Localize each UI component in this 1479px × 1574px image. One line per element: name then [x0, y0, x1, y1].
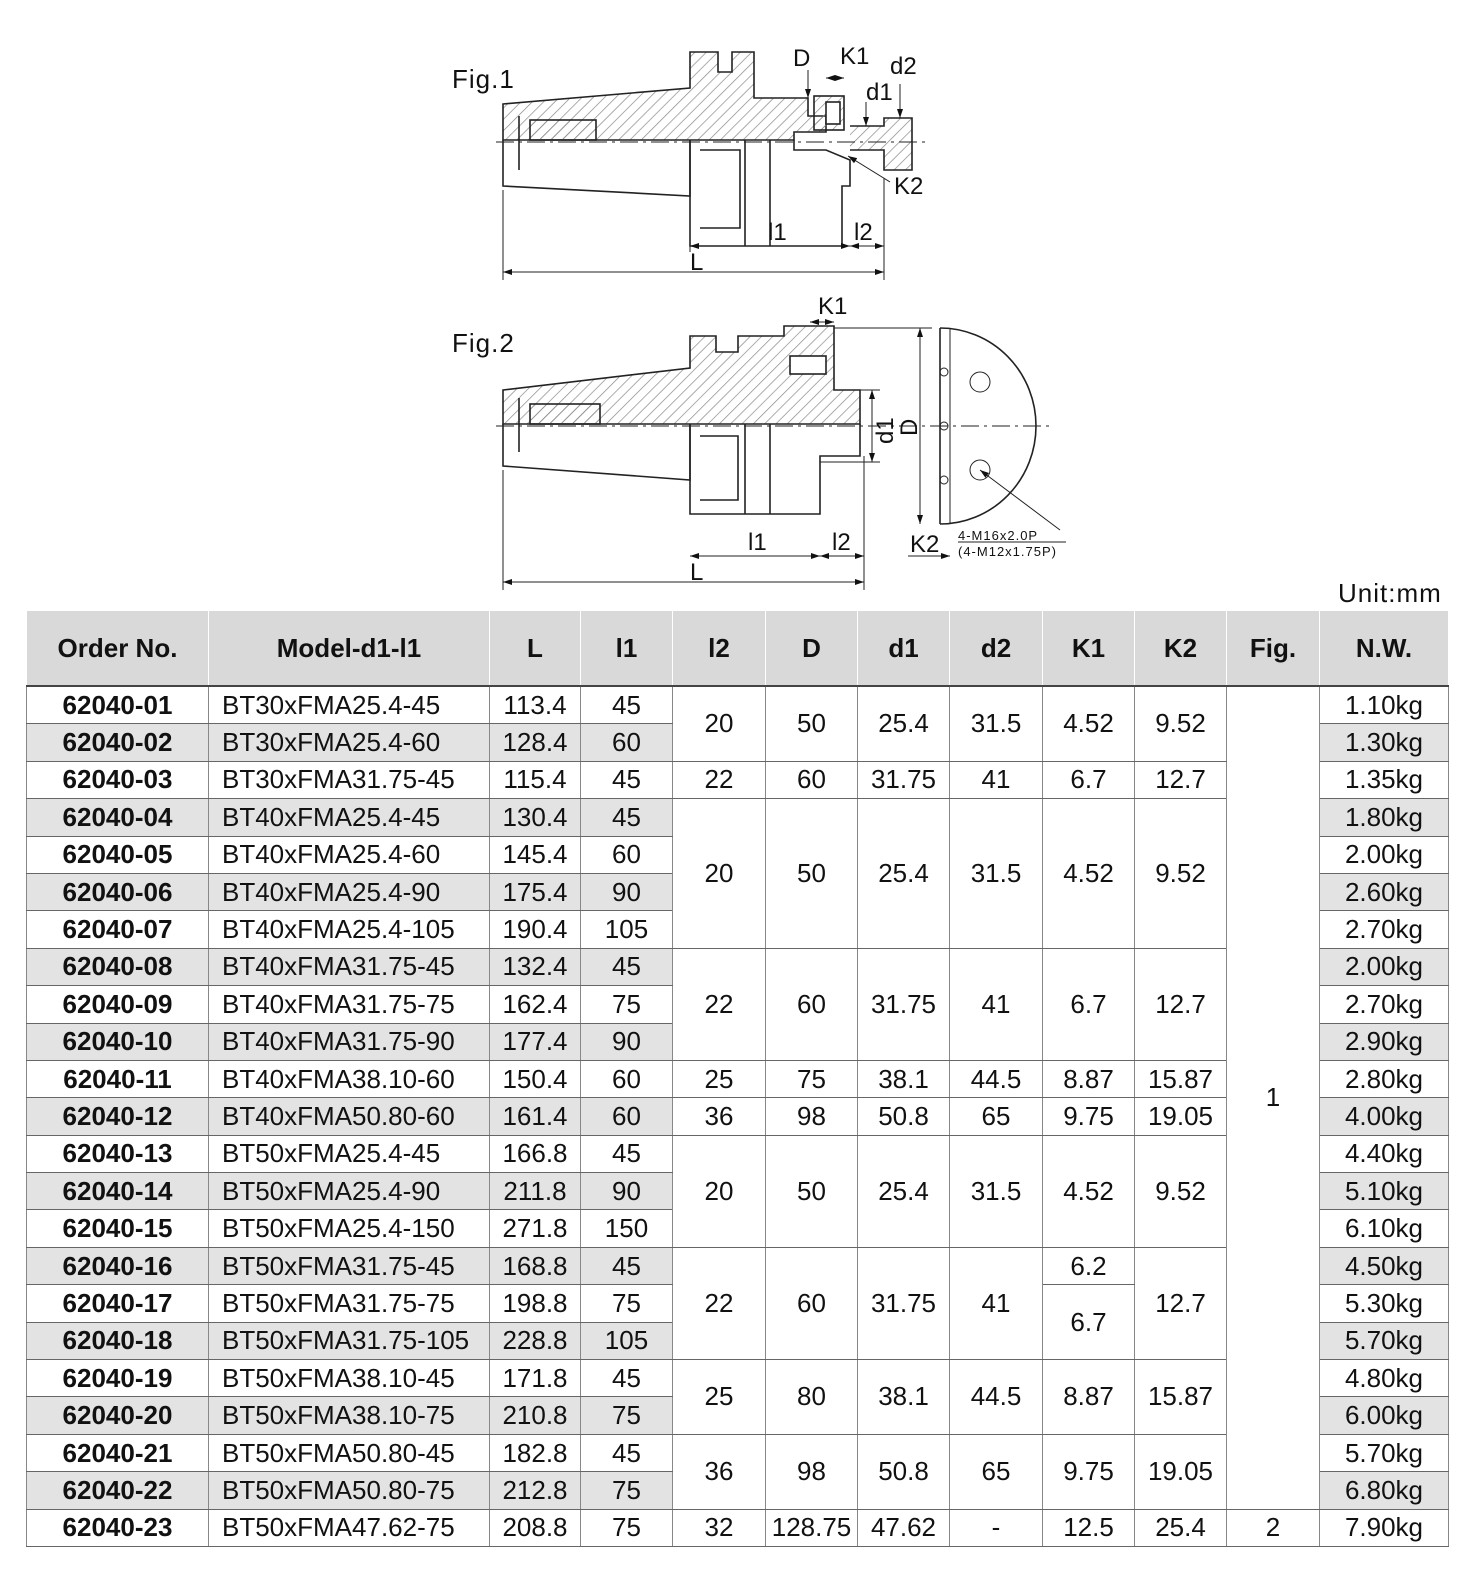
table-row	[27, 686, 1449, 724]
value-D: 60	[766, 948, 858, 1060]
value-nw: 2.80kg	[1320, 1060, 1449, 1097]
fig2-thread-note-1: 4-M16x2.0P	[958, 528, 1039, 543]
value-K2: 9.52	[1135, 686, 1227, 761]
value-L: 128.4	[490, 724, 581, 761]
value-d1: 38.1	[858, 1060, 950, 1097]
value-l1: 60	[581, 724, 673, 761]
value-l2: 36	[673, 1098, 766, 1135]
value-l1: 45	[581, 1135, 673, 1172]
fig2-dim-l1: l1	[748, 529, 767, 556]
value-d2: 31.5	[950, 799, 1043, 949]
header-L: L	[490, 611, 581, 686]
model: BT40xFMA25.4-60	[209, 836, 490, 873]
value-nw: 5.70kg	[1320, 1434, 1449, 1471]
value-d2: 44.5	[950, 1360, 1043, 1435]
value-K1: 4.52	[1043, 1135, 1135, 1247]
order-no: 62040-21	[27, 1434, 209, 1471]
model: BT40xFMA31.75-45	[209, 948, 490, 985]
header-fig: Fig.	[1227, 611, 1320, 686]
value-l1: 60	[581, 1098, 673, 1135]
value-nw: 2.70kg	[1320, 911, 1449, 948]
value-d2: 41	[950, 761, 1043, 798]
header-l2: l2	[673, 611, 766, 686]
model: BT40xFMA31.75-90	[209, 1023, 490, 1060]
value-D: 60	[766, 1247, 858, 1359]
order-no: 62040-06	[27, 873, 209, 910]
value-L: 190.4	[490, 911, 581, 948]
value-l2: 20	[673, 686, 766, 761]
order-no: 62040-02	[27, 724, 209, 761]
value-D: 128.75	[766, 1509, 858, 1546]
model: BT40xFMA25.4-90	[209, 873, 490, 910]
value-d1: 31.75	[858, 761, 950, 798]
value-D: 50	[766, 686, 858, 761]
value-D: 75	[766, 1060, 858, 1097]
value-L: 177.4	[490, 1023, 581, 1060]
value-l1: 60	[581, 1060, 673, 1097]
value-L: 175.4	[490, 873, 581, 910]
value-K2: 9.52	[1135, 1135, 1227, 1247]
value-nw: 1.80kg	[1320, 799, 1449, 836]
value-L: 212.8	[490, 1472, 581, 1509]
model: BT30xFMA25.4-45	[209, 686, 490, 724]
value-nw: 2.70kg	[1320, 986, 1449, 1023]
value-nw: 4.00kg	[1320, 1098, 1449, 1135]
order-no: 62040-04	[27, 799, 209, 836]
fig2-label: Fig.2	[452, 328, 515, 358]
value-nw: 4.80kg	[1320, 1360, 1449, 1397]
value-l2: 20	[673, 1135, 766, 1247]
value-nw: 4.40kg	[1320, 1135, 1449, 1172]
value-K1: 12.5	[1043, 1509, 1135, 1546]
value-l1: 45	[581, 799, 673, 836]
order-no: 62040-23	[27, 1509, 209, 1546]
fig1-dim-K2: K2	[894, 173, 924, 200]
value-K1: 9.75	[1043, 1098, 1135, 1135]
header-l1: l1	[581, 611, 673, 686]
fig2-dim-l2: l2	[832, 529, 851, 556]
value-nw: 5.30kg	[1320, 1285, 1449, 1322]
value-l1: 90	[581, 1023, 673, 1060]
value-L: 271.8	[490, 1210, 581, 1247]
value-K2: 9.52	[1135, 799, 1227, 949]
unit-label: Unit:mm	[1338, 578, 1442, 608]
order-no: 62040-14	[27, 1173, 209, 1210]
value-nw: 2.00kg	[1320, 836, 1449, 873]
value-L: 130.4	[490, 799, 581, 836]
fig1-dim-l1: l1	[768, 219, 787, 246]
value-D: 98	[766, 1098, 858, 1135]
fig1-dim-l2: l2	[854, 219, 873, 246]
order-no: 62040-09	[27, 986, 209, 1023]
value-l1: 75	[581, 1285, 673, 1322]
order-no: 62040-05	[27, 836, 209, 873]
model: BT50xFMA31.75-75	[209, 1285, 490, 1322]
value-K1: 6.7	[1043, 761, 1135, 798]
order-no: 62040-19	[27, 1360, 209, 1397]
value-l2: 36	[673, 1434, 766, 1509]
value-d1: 31.75	[858, 948, 950, 1060]
value-nw: 2.60kg	[1320, 873, 1449, 910]
value-d2: 65	[950, 1098, 1043, 1135]
drawing-svg	[0, 0, 1479, 600]
model: BT40xFMA25.4-105	[209, 911, 490, 948]
order-no: 62040-20	[27, 1397, 209, 1434]
value-d2: 31.5	[950, 686, 1043, 761]
value-l1: 60	[581, 836, 673, 873]
value-d1: 50.8	[858, 1098, 950, 1135]
model: BT50xFMA25.4-90	[209, 1173, 490, 1210]
value-L: 113.4	[490, 686, 581, 724]
header-model: Model-d1-l1	[209, 611, 490, 686]
order-no: 62040-17	[27, 1285, 209, 1322]
value-l2: 22	[673, 1247, 766, 1359]
value-L: 210.8	[490, 1397, 581, 1434]
model: BT40xFMA31.75-75	[209, 986, 490, 1023]
value-l2: 22	[673, 948, 766, 1060]
fig1-dim-D: D	[793, 45, 811, 72]
value-nw: 1.30kg	[1320, 724, 1449, 761]
fig2-dim-L: L	[690, 559, 704, 586]
value-d2: 31.5	[950, 1135, 1043, 1247]
model: BT50xFMA31.75-105	[209, 1322, 490, 1359]
value-fig: 2	[1227, 1509, 1320, 1546]
order-no: 62040-10	[27, 1023, 209, 1060]
value-D: 98	[766, 1434, 858, 1509]
fig1-dim-K1: K1	[840, 43, 870, 70]
model: BT40xFMA25.4-45	[209, 799, 490, 836]
value-K2: 12.7	[1135, 1247, 1227, 1359]
fig2-dim-d1: d1	[872, 417, 899, 444]
value-l1: 150	[581, 1210, 673, 1247]
value-nw: 6.00kg	[1320, 1397, 1449, 1434]
value-nw: 1.10kg	[1320, 686, 1449, 724]
value-l1: 45	[581, 1360, 673, 1397]
value-D: 50	[766, 799, 858, 949]
value-L: 145.4	[490, 836, 581, 873]
value-L: 228.8	[490, 1322, 581, 1359]
value-K2: 12.7	[1135, 948, 1227, 1060]
order-no: 62040-16	[27, 1247, 209, 1284]
value-l1: 90	[581, 1173, 673, 1210]
model: BT50xFMA38.10-75	[209, 1397, 490, 1434]
value-L: 168.8	[490, 1247, 581, 1284]
value-d1: 31.75	[858, 1247, 950, 1359]
fig1-dim-L: L	[690, 249, 704, 276]
value-K1: 9.75	[1043, 1434, 1135, 1509]
header-K2: K2	[1135, 611, 1227, 686]
value-L: 161.4	[490, 1098, 581, 1135]
value-nw: 1.35kg	[1320, 761, 1449, 798]
value-l1: 45	[581, 686, 673, 724]
model: BT40xFMA38.10-60	[209, 1060, 490, 1097]
value-d2: 65	[950, 1434, 1043, 1509]
value-l1: 45	[581, 1434, 673, 1471]
value-d1: 38.1	[858, 1360, 950, 1435]
value-K1: 6.7	[1043, 948, 1135, 1060]
value-l1: 75	[581, 1509, 673, 1546]
value-K2: 12.7	[1135, 761, 1227, 798]
value-d2: 41	[950, 1247, 1043, 1359]
value-L: 171.8	[490, 1360, 581, 1397]
value-K2: 15.87	[1135, 1060, 1227, 1097]
value-nw: 7.90kg	[1320, 1509, 1449, 1546]
value-d1: 25.4	[858, 686, 950, 761]
value-d2: 44.5	[950, 1060, 1043, 1097]
value-K1: 6.7	[1043, 1285, 1135, 1360]
value-L: 208.8	[490, 1509, 581, 1546]
order-no: 62040-07	[27, 911, 209, 948]
value-K2: 19.05	[1135, 1434, 1227, 1509]
header-d1: d1	[858, 611, 950, 686]
model: BT40xFMA50.80-60	[209, 1098, 490, 1135]
value-l1: 90	[581, 873, 673, 910]
model: BT50xFMA25.4-150	[209, 1210, 490, 1247]
value-L: 182.8	[490, 1434, 581, 1471]
value-D: 60	[766, 761, 858, 798]
value-L: 115.4	[490, 761, 581, 798]
value-l2: 25	[673, 1360, 766, 1435]
order-no: 62040-13	[27, 1135, 209, 1172]
value-K2: 19.05	[1135, 1098, 1227, 1135]
value-l2: 22	[673, 761, 766, 798]
value-K2: 15.87	[1135, 1360, 1227, 1435]
value-L: 150.4	[490, 1060, 581, 1097]
header-nw: N.W.	[1320, 611, 1449, 686]
header-d2: d2	[950, 611, 1043, 686]
value-nw: 2.90kg	[1320, 1023, 1449, 1060]
value-d1: 50.8	[858, 1434, 950, 1509]
fig2-dim-K1: K1	[818, 293, 848, 320]
value-l1: 45	[581, 761, 673, 798]
value-L: 166.8	[490, 1135, 581, 1172]
value-l1: 45	[581, 1247, 673, 1284]
table-row	[27, 1509, 1449, 1546]
value-nw: 5.70kg	[1320, 1322, 1449, 1359]
value-d1: 25.4	[858, 1135, 950, 1247]
value-l2: 20	[673, 799, 766, 949]
value-l1: 105	[581, 1322, 673, 1359]
value-D: 80	[766, 1360, 858, 1435]
value-l1: 45	[581, 948, 673, 985]
fig2-dim-K2: K2	[910, 531, 940, 558]
table-header-row	[27, 611, 1449, 686]
order-no: 62040-11	[27, 1060, 209, 1097]
value-l1: 105	[581, 911, 673, 948]
fig1-label: Fig.1	[452, 64, 515, 94]
model: BT50xFMA31.75-45	[209, 1247, 490, 1284]
order-no: 62040-15	[27, 1210, 209, 1247]
header-K1: K1	[1043, 611, 1135, 686]
value-L: 198.8	[490, 1285, 581, 1322]
fig1-dim-d1: d1	[866, 79, 893, 106]
value-l2: 25	[673, 1060, 766, 1097]
value-l1: 75	[581, 1397, 673, 1434]
fig1-dim-d2: d2	[890, 53, 917, 80]
value-K1: 4.52	[1043, 799, 1135, 949]
fig2-thread-note-2: (4-M12x1.75P)	[958, 544, 1057, 559]
technical-drawings	[0, 0, 1479, 600]
value-l1: 75	[581, 986, 673, 1023]
value-K1: 4.52	[1043, 686, 1135, 761]
value-K2: 25.4	[1135, 1509, 1227, 1546]
value-L: 132.4	[490, 948, 581, 985]
value-K1: 8.87	[1043, 1060, 1135, 1097]
value-D: 50	[766, 1135, 858, 1247]
model: BT50xFMA50.80-75	[209, 1472, 490, 1509]
model: BT30xFMA31.75-45	[209, 761, 490, 798]
order-no: 62040-01	[27, 686, 209, 724]
value-L: 162.4	[490, 986, 581, 1023]
model: BT50xFMA25.4-45	[209, 1135, 490, 1172]
value-d2: 41	[950, 948, 1043, 1060]
header-order-no: Order No.	[27, 611, 209, 686]
value-nw: 4.50kg	[1320, 1247, 1449, 1284]
value-nw: 2.00kg	[1320, 948, 1449, 985]
model: BT50xFMA38.10-45	[209, 1360, 490, 1397]
value-d1: 25.4	[858, 799, 950, 949]
value-K1: 6.2	[1043, 1247, 1135, 1284]
value-l1: 75	[581, 1472, 673, 1509]
order-no: 62040-12	[27, 1098, 209, 1135]
model: BT50xFMA47.62-75	[209, 1509, 490, 1546]
model: BT50xFMA50.80-45	[209, 1434, 490, 1471]
value-d1: 47.62	[858, 1509, 950, 1546]
header-D: D	[766, 611, 858, 686]
order-no: 62040-18	[27, 1322, 209, 1359]
value-nw: 5.10kg	[1320, 1173, 1449, 1210]
value-nw: 6.10kg	[1320, 1210, 1449, 1247]
fig2-dim-D: D	[896, 418, 923, 436]
model: BT30xFMA25.4-60	[209, 724, 490, 761]
value-l2: 32	[673, 1509, 766, 1546]
value-L: 211.8	[490, 1173, 581, 1210]
value-nw: 6.80kg	[1320, 1472, 1449, 1509]
value-fig: 1	[1227, 686, 1320, 1509]
order-no: 62040-08	[27, 948, 209, 985]
order-no: 62040-03	[27, 761, 209, 798]
spec-table	[26, 611, 1449, 1547]
order-no: 62040-22	[27, 1472, 209, 1509]
value-K1: 8.87	[1043, 1360, 1135, 1435]
value-d2: -	[950, 1509, 1043, 1546]
